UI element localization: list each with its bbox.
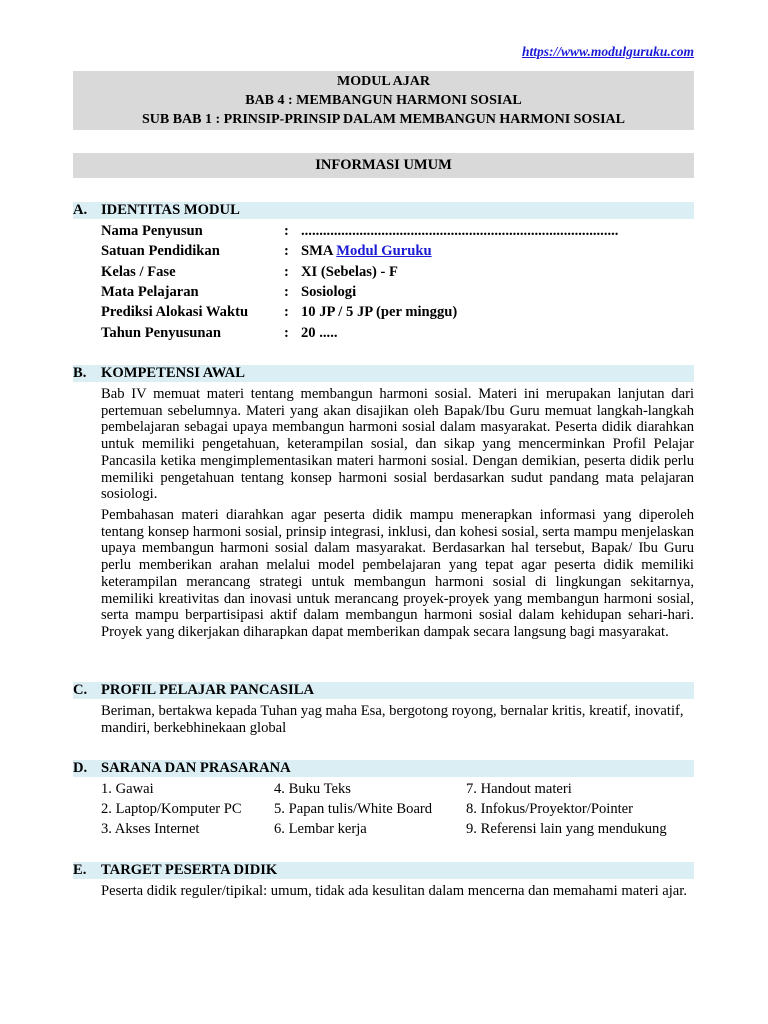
identity-label: Mata Pelajaran xyxy=(101,284,199,300)
sarana-item: 5. Papan tulis/White Board xyxy=(274,801,433,817)
identity-value: Sosiologi xyxy=(301,284,357,300)
identity-label: Satuan Pendidikan xyxy=(101,243,220,259)
section-letter: E. xyxy=(73,862,87,878)
module-title-block xyxy=(73,71,694,130)
section-letter: A. xyxy=(73,202,88,218)
kompetensi-paragraph-2: Pembahasan materi diarahkan agar peserta didik mampu menerapkan informasi yang diperoleh tentang konsep harmoni sosial, prinsip integrasi, inklusi, dan kohesi sosial, serta mampu menjelaskan upaya membangun harmoni sosial dalam masyarakat. Berdasarkan hal tersebut, Bapak/ Ibu Guru perlu memberikan arahan melalui model pembelajaran yang tepat agar peserta didik memiliki keterampilan merancang strategi untuk membangun harmoni sosial di lingkungan sekitarnya, memiliki kreativitas dan inovasi untuk merancang proyek-proyek yang membangun harmoni sosial, serta mampu berpartisipasi aktif dalam membangun harmoni sosial dalam kehidupan sehari-hari. Proyek yang dikerjakan diharapkan dapat memberikan dampak secara langsung bagi masyarakat. xyxy=(101,507,694,640)
identity-value: 10 JP / 5 JP (per minggu) xyxy=(301,304,458,320)
section-title: PROFIL PELAJAR PANCASILA xyxy=(101,682,314,698)
section-title: TARGET PESERTA DIDIK xyxy=(101,862,278,878)
sarana-item: 4. Buku Teks xyxy=(274,781,351,797)
kompetensi-paragraph-1: Bab IV memuat materi tentang membangun harmoni sosial. Materi ini merupakan lanjutan dari pertemuan sebelumnya. Materi yang akan disajikan oleh Bapak/Ibu Guru memuat langkah-langkah pembelajaran sebagai upaya membangun harmoni sosial dalam masyarakat. Peserta didik diarahkan untuk memiliki pengetahuan, keterampilan sosial, dan sikap yang mencerminkan Profil Pelajar Pancasila ketika mengimplementasikan materi harmoni sosial. Dengan demikian, peserta didik perlu memiliki pengetahuan tentang konsep harmoni sosial berdasarkan sudut pandang mata pelajaran sosiologi. xyxy=(101,386,694,503)
section-title: KOMPETENSI AWAL xyxy=(101,365,245,381)
sarana-item: 9. Referensi lain yang mendukung xyxy=(466,821,667,837)
section-title: SARANA DAN PRASARANA xyxy=(101,760,291,776)
identity-value: 20 ..... xyxy=(301,325,338,341)
identity-value: XI (Sebelas) - F xyxy=(301,264,398,280)
section-b-heading xyxy=(73,365,694,382)
identity-label: Prediksi Alokasi Waktu xyxy=(101,304,249,320)
identity-value: ....................................................................................... xyxy=(301,223,619,239)
sarana-item: 7. Handout materi xyxy=(466,781,572,797)
sarana-item: 2. Laptop/Komputer PC xyxy=(101,801,242,817)
section-a-heading xyxy=(73,202,694,219)
identity-colon: : xyxy=(284,304,289,320)
section-title: IDENTITAS MODUL xyxy=(101,202,240,218)
subchapter-title: SUB BAB 1 : PRINSIP-PRINSIP DALAM MEMBANGUN HARMONI SOSIAL xyxy=(141,112,626,127)
section-letter: C. xyxy=(73,682,88,698)
section-letter: B. xyxy=(73,365,87,381)
identity-colon: : xyxy=(284,223,289,239)
sarana-item: 3. Akses Internet xyxy=(101,821,200,837)
module-title: MODUL AJAR xyxy=(337,74,430,89)
section-e-heading xyxy=(73,862,694,879)
modul-guruku-link[interactable]: Modul Guruku xyxy=(336,243,432,259)
identity-label: Nama Penyusun xyxy=(101,223,203,239)
identity-label: Tahun Penyusunan xyxy=(101,325,221,341)
identity-label: Kelas / Fase xyxy=(101,264,176,280)
identity-colon: : xyxy=(284,325,289,341)
profil-text: Beriman, bertakwa kepada Tuhan yag maha Esa, bergotong royong, bernalar kritis, kreatif, inovatif, mandiri, berkebhinekaan global xyxy=(101,703,684,736)
sarana-item: 6. Lembar kerja xyxy=(274,821,367,837)
sarana-item: 8. Infokus/Proyektor/Pointer xyxy=(466,801,634,817)
section-d-heading xyxy=(73,760,694,777)
sarana-item: 1. Gawai xyxy=(101,781,154,797)
identity-colon: : xyxy=(284,243,289,259)
identity-colon: : xyxy=(284,264,289,280)
identity-value-prefix: SMA xyxy=(301,243,337,259)
site-url-link[interactable]: https://www.modulguruku.com xyxy=(521,44,694,59)
identity-value xyxy=(301,241,432,261)
identity-colon: : xyxy=(284,284,289,300)
chapter-title: BAB 4 : MEMBANGUN HARMONI SOSIAL xyxy=(245,93,522,108)
section-c-heading xyxy=(73,682,694,699)
target-text: Peserta didik reguler/tipikal: umum, tidak ada kesulitan dalam mencerna dan memahami materi ajar. xyxy=(101,883,687,899)
section-letter: D. xyxy=(73,760,88,776)
info-umum-heading: INFORMASI UMUM xyxy=(73,153,694,178)
